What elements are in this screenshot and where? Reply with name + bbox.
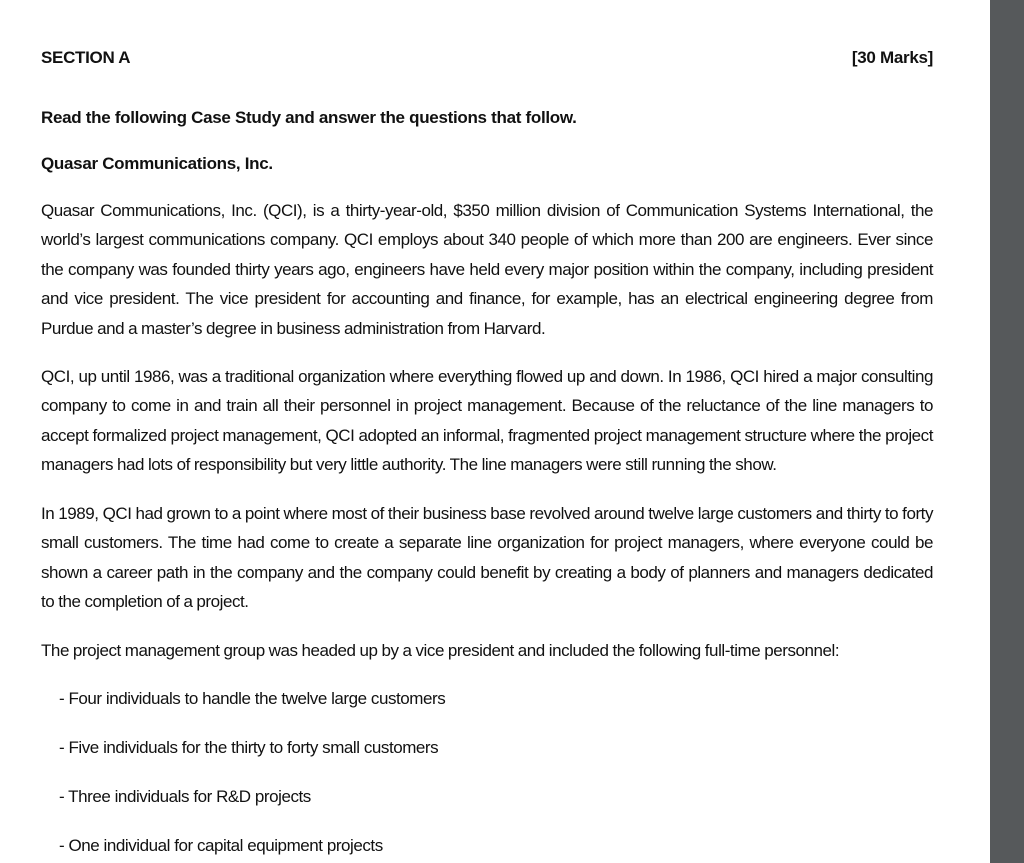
- paragraph-3: In 1989, QCI had grown to a point where most of their business base revolved around twelve large customers and thirty to forty small customers. The time had come to create a separate line organization for project managers, where everyone could be shown a career path in the company and the company could benefit by creating a body of planners and managers dedicated to the completion of a project.: [41, 504, 933, 612]
- paragraph-1: Quasar Communications, Inc. (QCI), is a thirty-year-old, $350 million division of Communication Systems International, the world’s largest communications company. QCI employs about 340 people of which more than 200 are engineers. Ever since the company was founded thirty years ago, engineers have held every major position within the company, including president and vice president. The vice president for accounting and finance, for example, has an electrical engineering degree from Purdue and a master’s degree in business administration from Harvard.: [41, 201, 933, 338]
- case-study-title: Quasar Communications, Inc.: [41, 154, 273, 173]
- list-item: - Four individuals to handle the twelve large customers: [59, 689, 446, 708]
- section-marks: [30 Marks]: [851, 48, 933, 67]
- section-title: SECTION A: [41, 48, 131, 67]
- list-item: - One individual for capital equipment projects: [59, 836, 383, 855]
- section-header: [41, 48, 933, 68]
- paragraph-2: QCI, up until 1986, was a traditional organization where everything flowed up and down. In 1986, QCI hired a major consulting company to come in and train all their personnel in project management. Because of the reluctance of the line managers to accept formalized project management, QCI adopted an informal, fragmented project management structure where the project managers had lots of responsibility but very little authority. The line managers were still running the show.: [41, 367, 933, 475]
- vertical-scrollbar[interactable]: [990, 0, 1024, 863]
- list-item: - Five individuals for the thirty to forty small customers: [59, 738, 439, 757]
- list-item: - Three individuals for R&D projects: [59, 787, 311, 806]
- instruction-text: Read the following Case Study and answer the questions that follow.: [41, 108, 577, 127]
- paragraph-4: The project management group was headed up by a vice president and included the following full-time personnel:: [41, 641, 840, 660]
